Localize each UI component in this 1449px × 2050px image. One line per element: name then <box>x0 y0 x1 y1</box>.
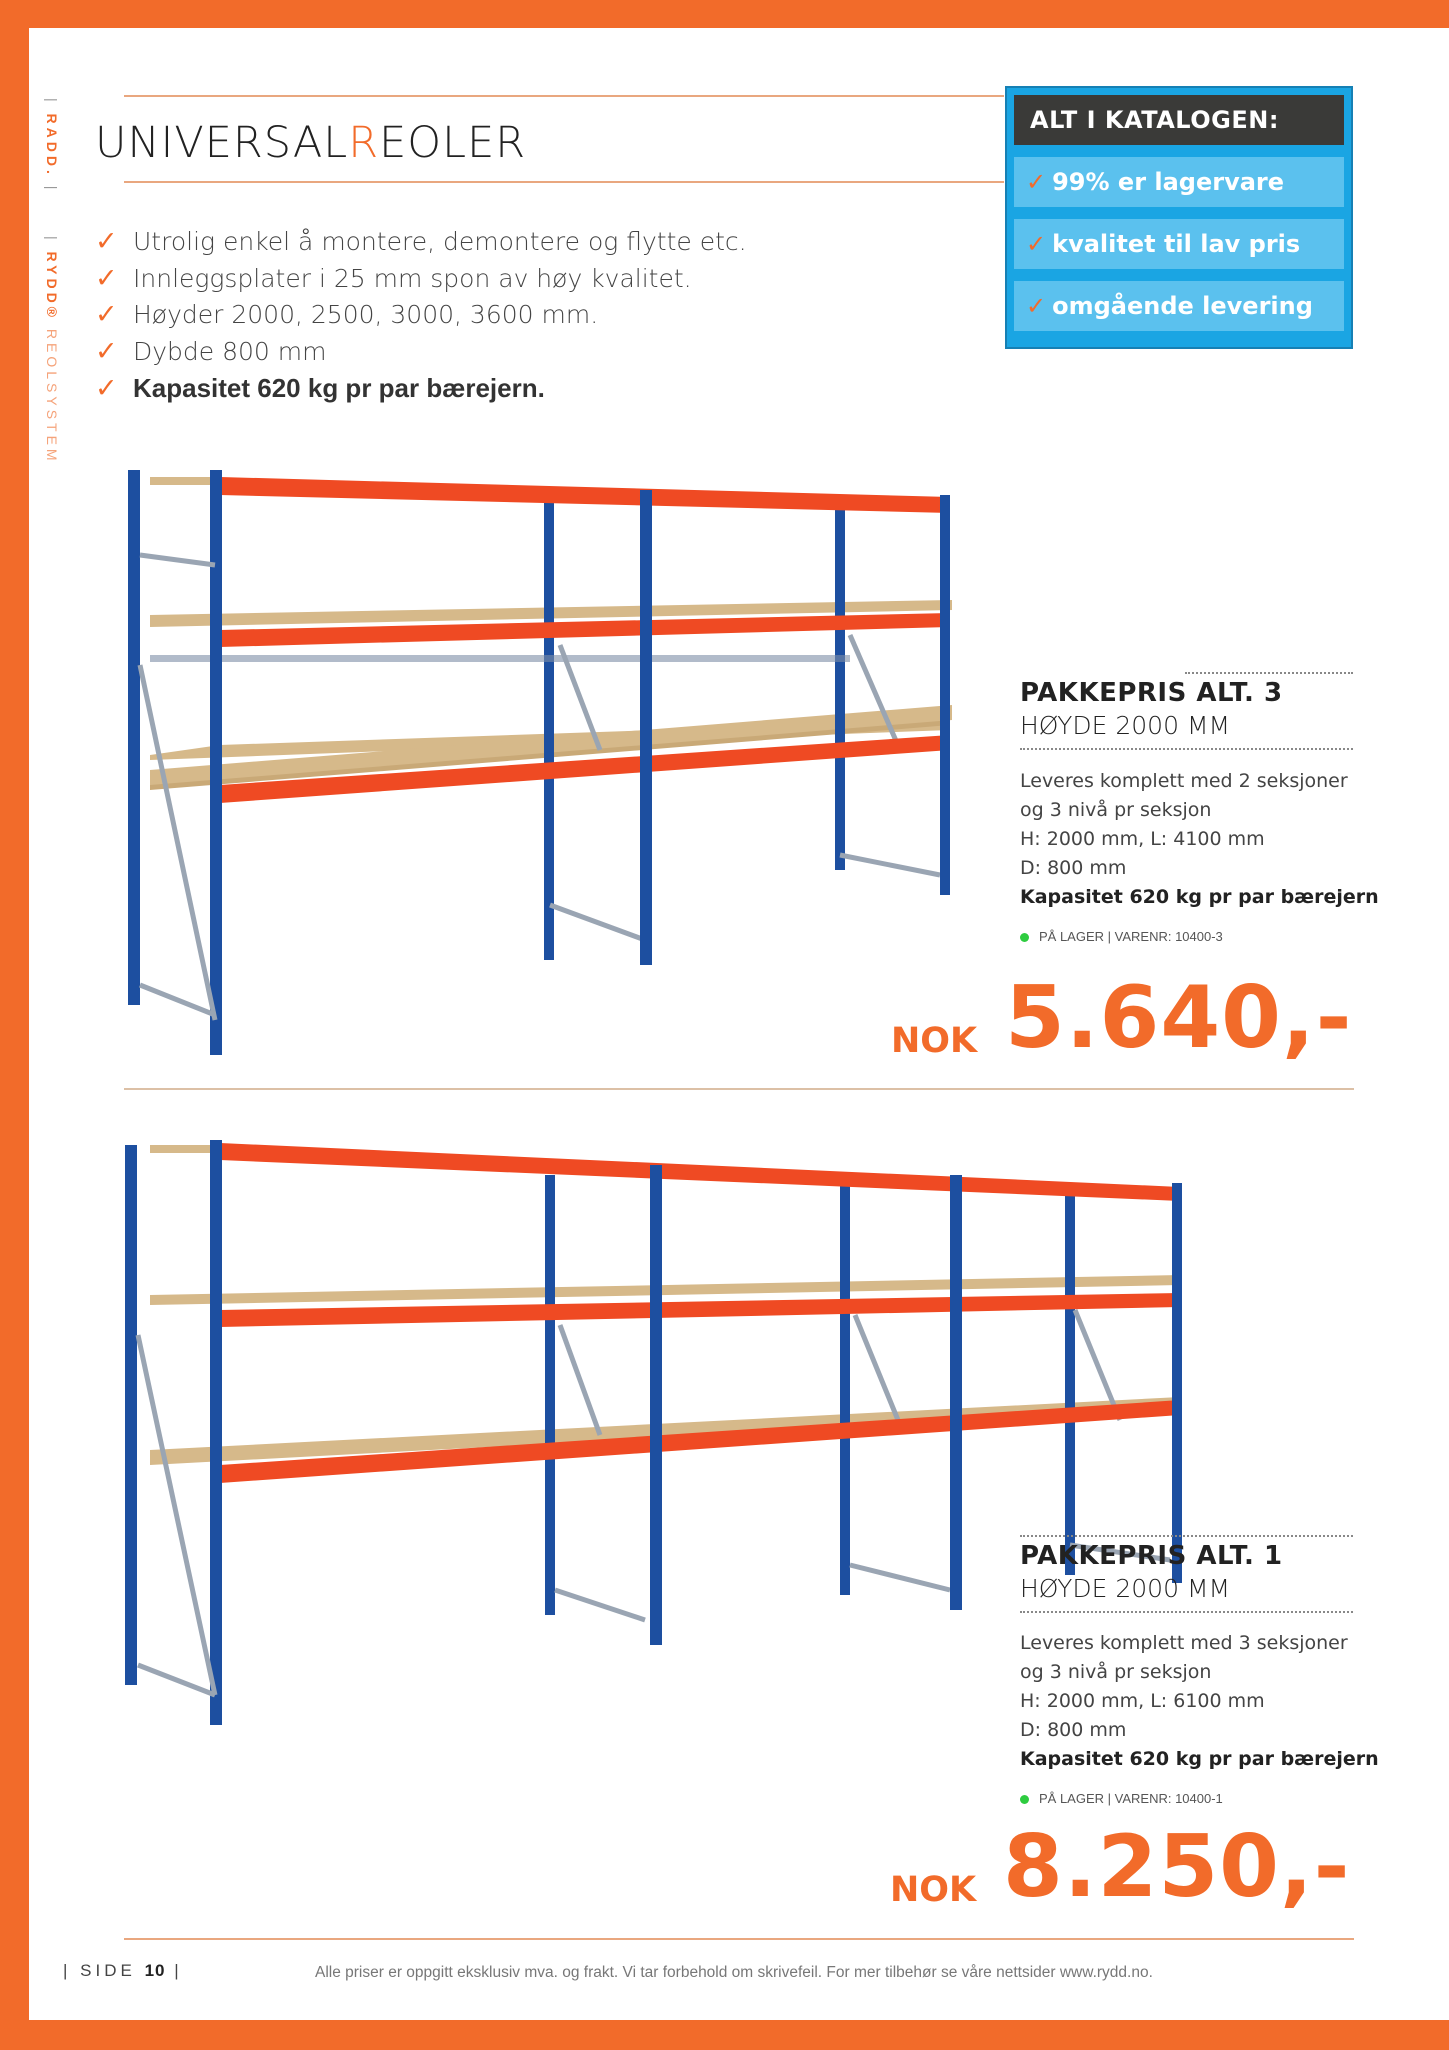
catalog-item: ✓ kvalitet til lav pris <box>1014 219 1344 269</box>
title-rule-bottom <box>124 181 1004 183</box>
feature-item: ✓ Utrolig enkel å montere, demontere og flytte etc. <box>95 224 747 261</box>
product-1-title: PAKKEPRIS ALT. 3 <box>1020 678 1283 708</box>
product-2-dotline-top <box>1020 1535 1353 1537</box>
brand-vertical-bottom: | RYDD® REOLSYSTEM <box>44 236 60 465</box>
product-1-stock: PÅ LAGER | VARENR: 10400-3 <box>1020 929 1223 944</box>
check-icon: ✓ <box>95 373 118 404</box>
check-icon: ✓ <box>1026 168 1047 196</box>
feature-item: ✓ Innleggsplater i 25 mm spon av høy kvalitet. <box>95 261 747 298</box>
product-1-price: 5.640,- <box>1005 968 1353 1068</box>
product-1-subtitle: HØYDE 2000 MM <box>1020 711 1231 740</box>
footer-rule <box>124 1938 1354 1940</box>
product-1-dotline-top <box>1185 672 1353 674</box>
section-divider <box>124 1088 1354 1090</box>
feature-item: ✓ Kapasitet 620 kg pr par bærejern. <box>95 370 747 408</box>
catalog-box <box>1005 86 1353 349</box>
shelf-image-2-sections <box>120 455 960 1060</box>
feature-list <box>95 224 747 408</box>
catalog-heading: ALT I KATALOGEN: <box>1014 95 1344 145</box>
product-2-dotline <box>1020 1611 1353 1613</box>
product-2-subtitle: HØYDE 2000 MM <box>1020 1574 1231 1603</box>
product-2-title: PAKKEPRIS ALT. 1 <box>1020 1541 1283 1571</box>
catalog-item: ✓ omgående levering <box>1014 281 1344 331</box>
brand-vertical-top: | RADD. | <box>44 98 60 194</box>
product-2-price: 8.250,- <box>1003 1817 1351 1917</box>
check-icon: ✓ <box>95 335 118 367</box>
in-stock-dot-icon <box>1020 933 1029 942</box>
page-number: | SIDE 10 | <box>63 1961 183 1980</box>
feature-item: ✓ Høyder 2000, 2500, 3000, 3600 mm. <box>95 297 747 334</box>
product-2-description: Leveres komplett med 3 seksjoner og 3 nivå pr seksjon H: 2000 mm, L: 6100 mm D: 800 mm Kapasitet 620 kg pr par bærejern <box>1020 1632 1379 1770</box>
page-title: UNIVERSALREOLER <box>95 118 527 168</box>
product-1-dotline <box>1020 748 1353 750</box>
catalog-item: ✓ 99% er lagervare <box>1014 157 1344 207</box>
product-1-currency: NOK <box>891 1021 978 1061</box>
check-icon: ✓ <box>95 262 118 294</box>
check-icon: ✓ <box>95 226 118 257</box>
check-icon: ✓ <box>1026 292 1047 320</box>
product-2-currency: NOK <box>890 1870 977 1910</box>
title-rule-top <box>124 95 1004 97</box>
in-stock-dot-icon <box>1020 1795 1029 1804</box>
feature-item: ✓ Dybde 800 mm <box>95 334 747 371</box>
product-2-stock: PÅ LAGER | VARENR: 10400-1 <box>1020 1791 1223 1806</box>
check-icon: ✓ <box>95 299 118 330</box>
footer-note: Alle priser er oppgitt eksklusiv mva. og frakt. Vi tar forbehold om skrivefeil. For mer tilbehør se våre nettsider www.rydd.no. <box>315 1964 1153 1981</box>
product-1-description: Leveres komplett med 2 seksjoner og 3 nivå pr seksjon H: 2000 mm, L: 4100 mm D: 800 mm Kapasitet 620 kg pr par bærejern <box>1020 770 1379 908</box>
check-icon: ✓ <box>1026 230 1047 258</box>
